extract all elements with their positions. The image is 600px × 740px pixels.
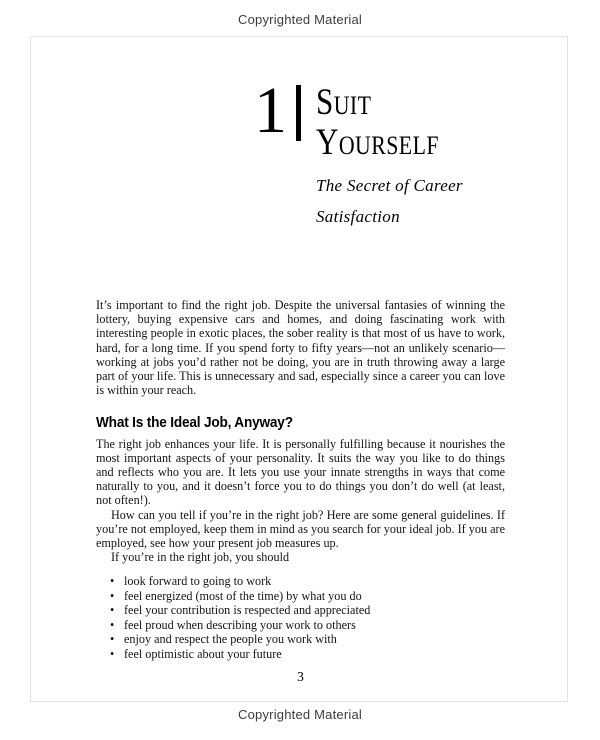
page-content xyxy=(31,74,567,685)
bullet-list-lead-in: If you’re in the right job, you should xyxy=(111,550,290,565)
body-text xyxy=(96,298,505,685)
bullet-item xyxy=(110,647,505,662)
chapter-divider-bar xyxy=(296,85,301,141)
chapter-title-line-2: Yourself xyxy=(316,122,439,163)
bullet-item-text: feel your contribution is respected and appreciated xyxy=(124,603,371,618)
bullet-item-text: feel energized (most of the time) by what you do xyxy=(124,588,362,603)
bullet-item-text: look forward to going to work xyxy=(124,574,272,589)
page-number: 3 xyxy=(297,669,304,685)
bullet-list xyxy=(110,574,505,661)
chapter-subtitle-line-1: The Secret of Career xyxy=(316,176,463,195)
chapter-title-line-1: Suit xyxy=(316,82,372,123)
copyright-top-label: Copyrighted Material xyxy=(238,12,362,27)
chapter-heading xyxy=(254,74,503,232)
copyright-bottom-label: Copyrighted Material xyxy=(238,707,362,722)
chapter-subtitle-line-2: Satisfaction xyxy=(316,207,400,226)
bullet-item xyxy=(110,589,505,604)
bullet-item xyxy=(110,618,505,633)
book-page xyxy=(30,36,568,702)
bullet-item xyxy=(110,632,505,647)
bullet-item xyxy=(110,574,505,589)
paragraph: The right job enhances your life. It is personally fulfilling because it nourishes the most important aspects of your personality. It suits the way you like to do things and reflects who you are. It lets you use your innate strengths in ways that come naturally to you, and it doesn’t force you to do things you don’t do well (at least, not often!). xyxy=(96,436,505,508)
chapter-titles xyxy=(316,83,463,232)
section-heading: What Is the Ideal Job, Anyway? xyxy=(96,415,293,432)
bullet-item xyxy=(110,603,505,618)
bullet-item-text: enjoy and respect the people you work with xyxy=(124,632,337,647)
intro-paragraph: It’s important to find the right job. Despite the universal fantasies of winning the lottery, buying expensive cars and homes, and doing fascinating work with interesting people in exotic places, the sober reality is that most of us have to work, hard, for a long time. If you spend forty to fifty years—not an unlikely scenario—working at jobs you’d rather not be doing, you are in truth throwing away a large part of your life. This is unnecessary and sad, especially since a career you can love is within your reach. xyxy=(96,298,505,398)
chapter-number: 1 xyxy=(254,74,287,147)
bullet-item-text: feel proud when describing your work to others xyxy=(124,617,356,632)
bullet-item-text: feel optimistic about your future xyxy=(124,646,282,661)
paragraph: How can you tell if you’re in the right job? Here are some general guidelines. If you’re not employed, keep them in mind as you search for your ideal job. If you are employed, see how your present job measures up. xyxy=(96,507,505,551)
